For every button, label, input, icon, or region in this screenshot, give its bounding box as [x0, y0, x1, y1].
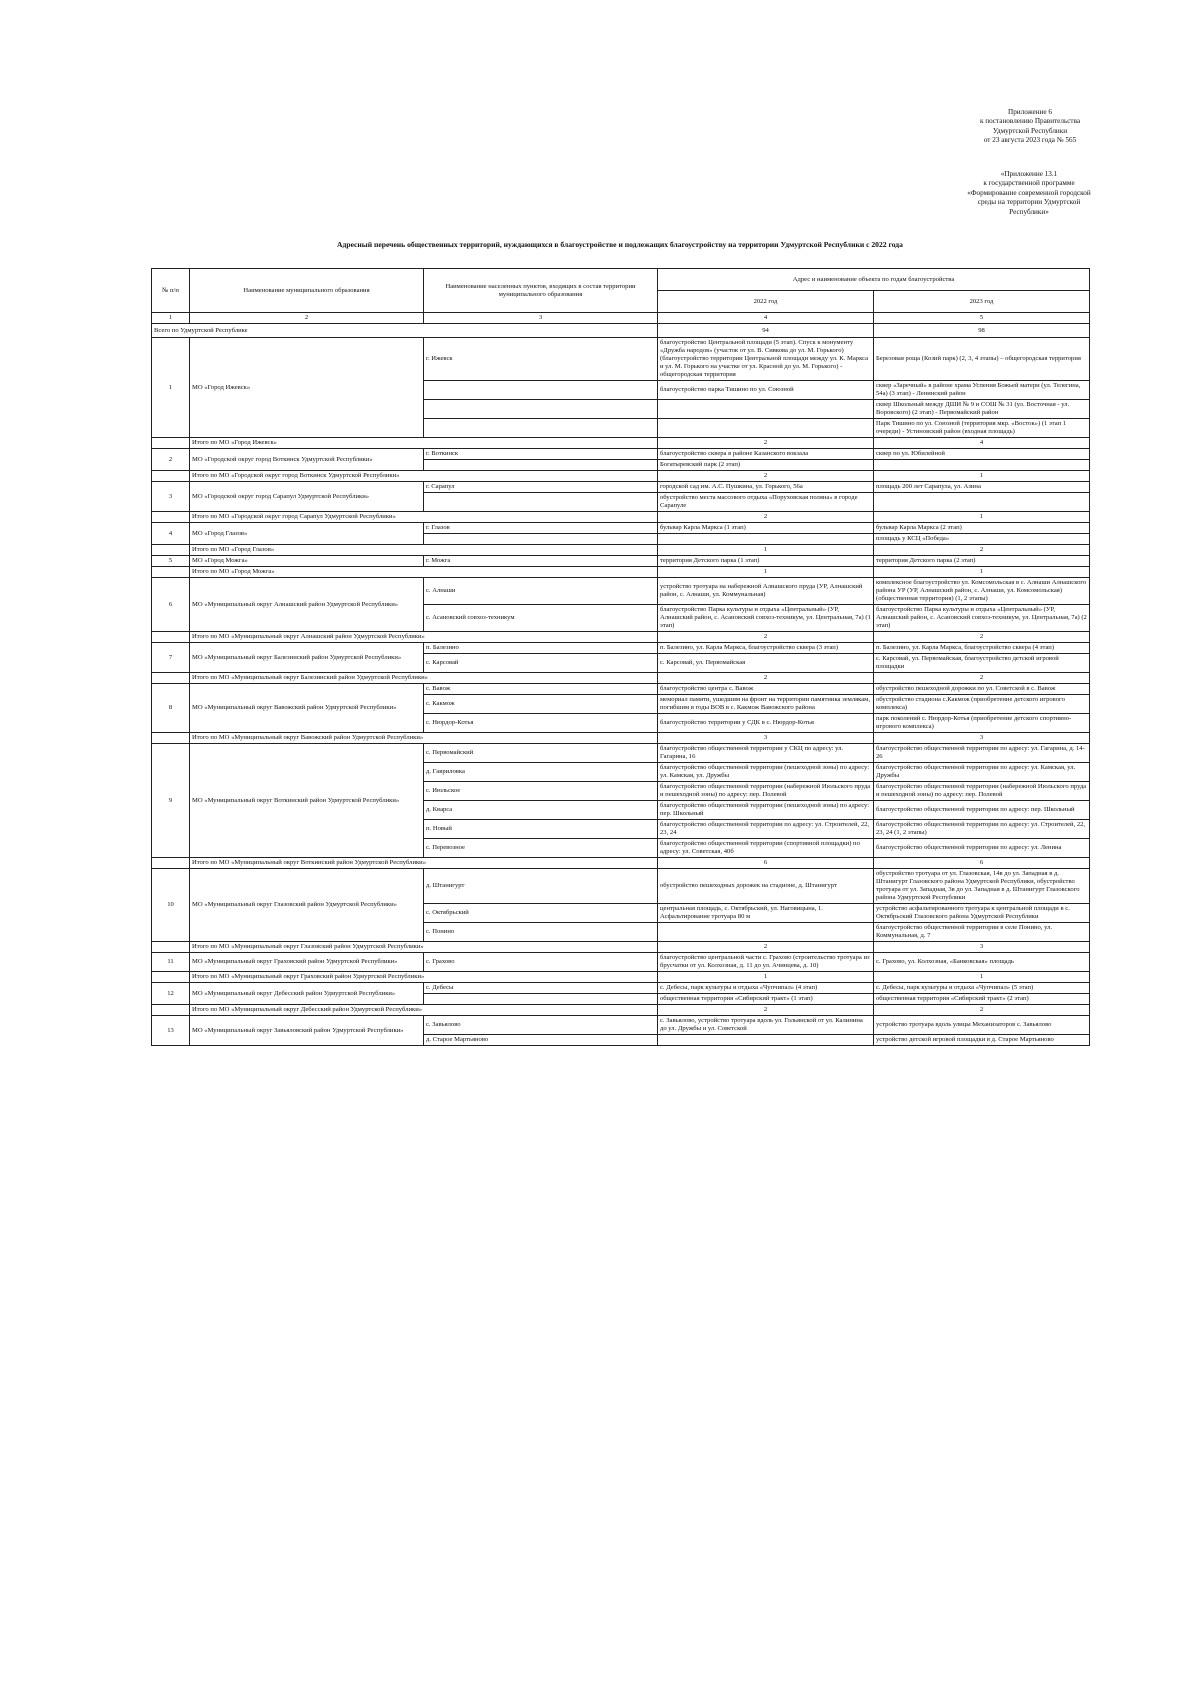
colnum-1: 1 — [152, 313, 190, 324]
subtotal-2022: 2 — [658, 632, 874, 643]
subtotal-2022: 1 — [658, 567, 874, 578]
subtotal-row — [152, 438, 1090, 449]
settlement-name — [424, 381, 658, 400]
settlement-name: с. Нюрдор-Котья — [424, 714, 658, 733]
subtotal-row — [152, 632, 1090, 643]
municipality-name: МО «Муниципальный округ Завьяловский район Удмуртской Республики» — [190, 1016, 424, 1046]
subtotal-2022: 2 — [658, 438, 874, 449]
appendix-stamp — [930, 108, 1130, 146]
header-np: Наименование населенных пунктов, входящих в состав территории муниципального образования — [424, 269, 658, 313]
subtotal-label: Итого по МО «Город Глазов» — [190, 545, 658, 556]
stamp-line: «Формирование современной городской — [967, 188, 1091, 197]
object-2022 — [658, 419, 874, 438]
subtotal-row — [152, 1005, 1090, 1016]
table-row — [152, 643, 1090, 654]
municipality-name: МО «Муниципальный округ Воткинский район Удмуртской Республики» — [190, 744, 424, 858]
municipality-name: МО «Муниципальный округ Алнашский район Удмуртской Республики» — [190, 578, 424, 632]
object-2022: с. Карсовай, ул. Первомайская — [658, 654, 874, 673]
object-2022: благоустройство общественной территории у СКЦ по адресу: ул. Гагарина, 16 — [658, 744, 874, 763]
subtotal-2022: 1 — [658, 545, 874, 556]
subtotal-spacer — [152, 567, 190, 578]
stamp-line: к государственной программе — [983, 179, 1075, 188]
settlement-name: п. Балезино — [424, 643, 658, 654]
object-2023: обустройство стадиона с.Какмож (приобретение детского игрового комплекса) — [874, 695, 1090, 714]
row-number: 10 — [152, 869, 190, 942]
object-2022: обустройство пешеходных дорожек на стадионе, д. Штанигурт — [658, 869, 874, 904]
object-2023: обустройство пешеходной дорожки по ул. Советской в с. Вавож — [874, 684, 1090, 695]
table-row — [152, 869, 1090, 904]
total-all-label: Всего по Удмуртской Республике — [152, 324, 658, 338]
subtotal-row — [152, 942, 1090, 953]
object-2023: устройство детской игровой площадки в д. Старое Мартьяново — [874, 1035, 1090, 1046]
table-row — [152, 556, 1090, 567]
settlement-name — [424, 419, 658, 438]
colnum-4: 4 — [658, 313, 874, 324]
object-2023: благоустройство общественной территории по адресу: ул. Камская, ул. Дружбы — [874, 763, 1090, 782]
header-objects: Адрес и наименование объекта по годам благоустройства — [658, 269, 1090, 291]
object-2022 — [658, 400, 874, 419]
settlement-name — [424, 460, 658, 471]
row-number: 11 — [152, 953, 190, 972]
colnum-5: 5 — [874, 313, 1090, 324]
object-2023 — [874, 460, 1090, 471]
subtotal-row — [152, 567, 1090, 578]
subtotal-spacer — [152, 858, 190, 869]
subtotal-spacer — [152, 471, 190, 482]
municipality-name: МО «Муниципальный округ Дебесский район Удмуртской Республики» — [190, 983, 424, 1005]
object-2022: территория Детского парка (1 этап) — [658, 556, 874, 567]
subtotal-spacer — [152, 972, 190, 983]
object-2023: территория Детского парка (2 этап) — [874, 556, 1090, 567]
object-2023: благоустройство общественной территории по адресу: ул. Гагарина, д. 14-26 — [874, 744, 1090, 763]
object-2022: п. Балезино, ул. Карла Маркса, благоустройство сквера (3 этап) — [658, 643, 874, 654]
object-2023: сквер по ул. Юбилейной — [874, 449, 1090, 460]
object-2022: благоустройство сквера в районе Казанского вокзала — [658, 449, 874, 460]
register-body — [152, 338, 1090, 1046]
object-2023: устройство асфальтированного тротуара к центральной площади в с. Октябрьский Глазовского района Удмуртской Республики — [874, 904, 1090, 923]
object-2023: сквер «Заречный» в районе храма Успения Божьей матери (ул. Телегина, 54а) (3 этап) - Ленинский район — [874, 381, 1090, 400]
settlement-name — [424, 534, 658, 545]
stamp-line: среды на территории Удмуртской — [977, 198, 1081, 207]
settlement-name: с. Октябрьский — [424, 904, 658, 923]
municipality-name: МО «Город Ижевск» — [190, 338, 424, 438]
object-2023: п. Балезино, ул. Карла Маркса, благоустройство сквера (4 этап) — [874, 643, 1090, 654]
subtotal-2023: 2 — [874, 632, 1090, 643]
colnum-2: 2 — [190, 313, 424, 324]
settlement-name: д. Штанигурт — [424, 869, 658, 904]
row-number: 12 — [152, 983, 190, 1005]
subtotal-spacer — [152, 733, 190, 744]
object-2023: Березовая роща (Козий парк) (2, 3, 4 этапы) – общегородская территория — [874, 338, 1090, 381]
object-2022: благоустройство общественной территории (пешеходной зоны) по адресу: пер. Школьный — [658, 801, 874, 820]
subtotal-row — [152, 972, 1090, 983]
object-2023: площадь 200 лет Сарапула, ул. Азина — [874, 482, 1090, 493]
subtotal-2023: 3 — [874, 733, 1090, 744]
object-2022: обустройство места массового отдыха «Поруховская поляна» в городе Сарапуле — [658, 493, 874, 512]
subtotal-2022: 2 — [658, 512, 874, 523]
settlement-name: г. Сарапул — [424, 482, 658, 493]
object-2023: сквер Школьный между ДШИ № 9 и СОШ № 31 (ул. Восточная - ул. Воровского) (2 этап) - Первомайский район — [874, 400, 1090, 419]
object-2022: мемориал памяти, ушедшим на фронт на территории памятника землякам, погибшим в годы ВОВ в с. Какмож Вавожского района — [658, 695, 874, 714]
total-all-2022: 94 — [658, 324, 874, 338]
row-number: 5 — [152, 556, 190, 567]
subtotal-row — [152, 512, 1090, 523]
subtotal-row — [152, 673, 1090, 684]
subtotal-2022: 6 — [658, 858, 874, 869]
table-row — [152, 523, 1090, 534]
subtotal-2022: 1 — [658, 972, 874, 983]
settlement-name: г. Воткинск — [424, 449, 658, 460]
header-num: № п/п — [152, 269, 190, 313]
header-2023: 2023 год — [874, 291, 1090, 313]
stamp-line: от 23 августа 2023 года № 565 — [983, 136, 1077, 145]
header-2022: 2022 год — [658, 291, 874, 313]
object-2022: благоустройство Парка культуры и отдыха «Центральный» (УР, Алнашский район, с. Асановский совхоз-техникум, ул. Центральная, 7а) (1 этап) — [658, 605, 874, 632]
subtotal-label: Итого по МО «Муниципальный округ Граховский район Удмуртской Республики» — [190, 972, 658, 983]
stamp-line: Приложение 6 — [1008, 108, 1052, 116]
table-row — [152, 1016, 1090, 1035]
municipality-name: МО «Муниципальный округ Вавожский район Удмуртской Республики» — [190, 684, 424, 733]
object-2023: Парк Тишино по ул. Союзной (территория мкр. «Восток») (1 этап 1 очереди) - Устиновский район (входная площадь) — [874, 419, 1090, 438]
row-number: 2 — [152, 449, 190, 471]
row-number: 1 — [152, 338, 190, 438]
row-number: 3 — [152, 482, 190, 512]
object-2023: устройство тротуара вдоль улицы Механизаторов с. Завьялово — [874, 1016, 1090, 1035]
object-2022: благоустройство общественной территории по адресу: ул. Строителей, 22, 23, 24 — [658, 820, 874, 839]
settlement-name: с. Завьялово — [424, 1016, 658, 1035]
settlement-name: с. Понино — [424, 923, 658, 942]
subtotal-label: Итого по МО «Муниципальный округ Дебесский район Удмуртской Республики» — [190, 1005, 658, 1016]
object-2022: городской сад им. А.С. Пушкина, ул. Горького, 56а — [658, 482, 874, 493]
object-2023: обустройство тротуара от ул. Глазовская, 14в до ул. Западная в д. Штанигурт Глазовского района Удмуртской Республики, обустройство тротуара от ул. Западная, 3в до ул. Западная в д. Штанигурт Глазовского района Удмуртской Республики — [874, 869, 1090, 904]
object-2023: бульвар Карла Маркса (2 этап) — [874, 523, 1090, 534]
settlement-name: с. Июльское — [424, 782, 658, 801]
settlement-name: д. Гавриловка — [424, 763, 658, 782]
document-title: Адресный перечень общественных территорий, нуждающихся в благоустройстве и подлежащих благоустройству на территории Удмуртской Республики с 2022 года — [337, 240, 903, 249]
settlement-name: с. Асановский совхоз-техникум — [424, 605, 658, 632]
header-mo: Наименование муниципального образования — [190, 269, 424, 313]
colnum-3: 3 — [424, 313, 658, 324]
table-row — [152, 338, 1090, 381]
object-2022: благоустройство Центральной площади (5 этап). Спуск к монументу «Дружба народов» (участок от ул. В. Сивкова до ул. М. Горького) (благоустройство территории Центральной площади между ул. К. Маркса и ул. М. Горького на участке от ул. Красной до ул. М. Горького) - общегородская территория — [658, 338, 874, 381]
object-2022: Богатыревский парк (2 этап) — [658, 460, 874, 471]
table-row — [152, 953, 1090, 972]
subtotal-2023: 4 — [874, 438, 1090, 449]
subtotal-label: Итого по МО «Городской округ город Воткинск Удмуртской Республики» — [190, 471, 658, 482]
municipality-name: МО «Городской округ город Воткинск Удмуртской Республики» — [190, 449, 424, 471]
subtotal-spacer — [152, 1005, 190, 1016]
subtotal-label: Итого по МО «Городской округ город Сарапул Удмуртской Республики» — [190, 512, 658, 523]
row-number: 4 — [152, 523, 190, 545]
municipality-name: МО «Муниципальный округ Глазовский район Удмуртской Республики» — [190, 869, 424, 942]
object-2023: благоустройство общественной территории по адресу: ул. Строителей, 22, 23, 24 (1, 2 этапы) — [874, 820, 1090, 839]
object-2023: благоустройство общественной территории в селе Понино, ул. Коммунальная, д. 7 — [874, 923, 1090, 942]
settlement-name: г. Глазов — [424, 523, 658, 534]
stamp-line: Удмуртской Республики — [992, 126, 1068, 135]
settlement-name: с. Алнаши — [424, 578, 658, 605]
object-2022: благоустройство центральной части с. Грахово (строительство тротуара из брусчатки от ул. Колхозная, д. 11 до ул. Ачинцева, д. 10) — [658, 953, 874, 972]
object-2023: комплексное благоустройство ул. Комсомольская в с. Алнаши Алнашского района УР (УР, Алнашский район, с. Алнаши, ул. Комсомольская) (общественная территория) (1, 2 этапы) — [874, 578, 1090, 605]
subtotal-spacer — [152, 545, 190, 556]
object-2022: с. Дебесы, парк культуры и отдыха «Чупчипал» (4 этап) — [658, 983, 874, 994]
settlement-name: с. Грахово — [424, 953, 658, 972]
object-2023 — [874, 493, 1090, 512]
settlement-name: с. Первомайский — [424, 744, 658, 763]
subtotal-spacer — [152, 632, 190, 643]
settlement-name: с. Вавож — [424, 684, 658, 695]
subtotal-label: Итого по МО «Муниципальный округ Вавожский район Удмуртской Республики» — [190, 733, 658, 744]
subtotal-2022: 3 — [658, 733, 874, 744]
subtotal-2022: 2 — [658, 673, 874, 684]
object-2022: благоустройство центра с. Вавож — [658, 684, 874, 695]
row-number: 9 — [152, 744, 190, 858]
stamp-line: Республики» — [1009, 207, 1049, 216]
settlement-name: с. Какмож — [424, 695, 658, 714]
subtotal-row — [152, 545, 1090, 556]
object-2022: с. Завьялово, устройство тротуара вдоль ул. Гольянской от ул. Калинина до ул. Дружбы и ул. Советской — [658, 1016, 874, 1035]
object-2023: общественная территория «Сибирский тракт» (2 этап) — [874, 994, 1090, 1005]
subtotal-spacer — [152, 512, 190, 523]
municipality-name: МО «Городской округ город Сарапул Удмуртской Республики» — [190, 482, 424, 512]
table-row — [152, 482, 1090, 493]
subtotal-label: Итого по МО «Муниципальный округ Глазовский район Удмуртской Республики» — [190, 942, 658, 953]
object-2023: благоустройство общественной территории (набережной Июльского пруда и пешеходной зоны) по адресу: пер. Полевой — [874, 782, 1090, 801]
object-2022 — [658, 1035, 874, 1046]
object-2022: благоустройство территории у СДК в с. Нюрдор-Котья — [658, 714, 874, 733]
subtotal-2023: 2 — [874, 1005, 1090, 1016]
subtotal-2022: 2 — [658, 942, 874, 953]
settlement-name — [424, 400, 658, 419]
settlement-name: г. Можга — [424, 556, 658, 567]
subtotal-row — [152, 858, 1090, 869]
object-2022: устройство тротуара на набережной Алнашского пруда (УР, Алнашский район, с. Алнаши, ул. Коммунальная) — [658, 578, 874, 605]
subtotal-2022: 2 — [658, 1005, 874, 1016]
settlement-name: п. Новый — [424, 820, 658, 839]
settlement-name: с. Дебесы — [424, 983, 658, 994]
settlement-name: с. Карсовай — [424, 654, 658, 673]
object-2023: с. Дебесы, парк культуры и отдыха «Чупчипал» (5 этап) — [874, 983, 1090, 994]
object-2022: благоустройство общественной территории (пешеходной зоны) по адресу: ул. Камская, ул. Дружбы — [658, 763, 874, 782]
subtotal-2023: 3 — [874, 942, 1090, 953]
subtotal-label: Итого по МО «Муниципальный округ Воткинский район Удмуртской Республики» — [190, 858, 658, 869]
row-number: 8 — [152, 684, 190, 733]
object-2023: с. Карсовай, ул. Первомайская, благоустройство детской игровой площадки — [874, 654, 1090, 673]
object-2023: благоустройство Парка культуры и отдыха «Центральный» (УР, Алнашский район, с. Асановский совхоз-техникум, ул. Центральная, 7а) (2 этап) — [874, 605, 1090, 632]
subtotal-2022: 2 — [658, 471, 874, 482]
subtotal-spacer — [152, 942, 190, 953]
object-2023: благоустройство общественной территории по адресу: пер. Школьный — [874, 801, 1090, 820]
stamp-line: к постановлению Правительства — [979, 117, 1081, 126]
total-all-2023: 98 — [874, 324, 1090, 338]
settlement-name: д. Кварса — [424, 801, 658, 820]
object-2022 — [658, 534, 874, 545]
subtotal-label: Итого по МО «Город Можга» — [190, 567, 658, 578]
object-2023: парк поколений с. Нюрдор-Котья (приобретение детского спортивно-игрового комплекса) — [874, 714, 1090, 733]
object-2023: благоустройство общественной территории по адресу: ул. Ленина — [874, 839, 1090, 858]
row-number: 7 — [152, 643, 190, 673]
object-2023: с. Грахово, ул. Колхозная, «Банковская» площадь — [874, 953, 1090, 972]
table-row — [152, 684, 1090, 695]
row-number: 6 — [152, 578, 190, 632]
subtotal-spacer — [152, 673, 190, 684]
subtotal-2023: 1 — [874, 471, 1090, 482]
table-row — [152, 449, 1090, 460]
subtotal-row — [152, 471, 1090, 482]
settlement-name: д. Старое Мартьяново — [424, 1035, 658, 1046]
object-2023: площадь у КСЦ «Победа» — [874, 534, 1090, 545]
object-2022: благоустройство общественной территории (спортивной площадки) по адресу: ул. Советская, 40б — [658, 839, 874, 858]
register-table — [151, 268, 1090, 1046]
object-2022: бульвар Карла Маркса (1 этап) — [658, 523, 874, 534]
table-row — [152, 744, 1090, 763]
object-2022: центральная площадь, с. Октябрьский, ул. Наговицына, 1. Асфальтирование тротуара 80 м — [658, 904, 874, 923]
municipality-name: МО «Город Можга» — [190, 556, 424, 567]
settlement-name — [424, 493, 658, 512]
subtotal-2023: 1 — [874, 567, 1090, 578]
table-row — [152, 578, 1090, 605]
settlement-name: г. Ижевск — [424, 338, 658, 381]
subtotal-2023: 1 — [874, 972, 1090, 983]
subtotal-2023: 6 — [874, 858, 1090, 869]
subtotal-label: Итого по МО «Муниципальный округ Алнашский район Удмуртской Республики» — [190, 632, 658, 643]
municipality-name: МО «Муниципальный округ Граховский район Удмуртской Республики» — [190, 953, 424, 972]
municipality-name: МО «Муниципальный округ Балезинский район Удмуртской Республики» — [190, 643, 424, 673]
row-number: 13 — [152, 1016, 190, 1046]
subtotal-2023: 1 — [874, 512, 1090, 523]
stamp-line: «Приложение 13.1 — [1000, 170, 1058, 178]
object-2022 — [658, 923, 874, 942]
subtotal-label: Итого по МО «Муниципальный округ Балезинский район Удмуртской Республики» — [190, 673, 658, 684]
program-stamp — [918, 170, 1140, 217]
subtotal-label: Итого по МО «Город Ижевск» — [190, 438, 658, 449]
subtotal-2023: 2 — [874, 545, 1090, 556]
subtotal-row — [152, 733, 1090, 744]
municipality-name: МО «Город Глазов» — [190, 523, 424, 545]
object-2022: благоустройство общественной территории (набережной Июльского пруда и пешеходной зоны) по адресу: пер. Полевой — [658, 782, 874, 801]
settlement-name — [424, 994, 658, 1005]
subtotal-spacer — [152, 438, 190, 449]
table-row — [152, 983, 1090, 994]
object-2022: благоустройство парка Тишино по ул. Союзной — [658, 381, 874, 400]
settlement-name: с. Перевозное — [424, 839, 658, 858]
object-2022: общественная территория «Сибирский тракт» (1 этап) — [658, 994, 874, 1005]
subtotal-2023: 2 — [874, 673, 1090, 684]
